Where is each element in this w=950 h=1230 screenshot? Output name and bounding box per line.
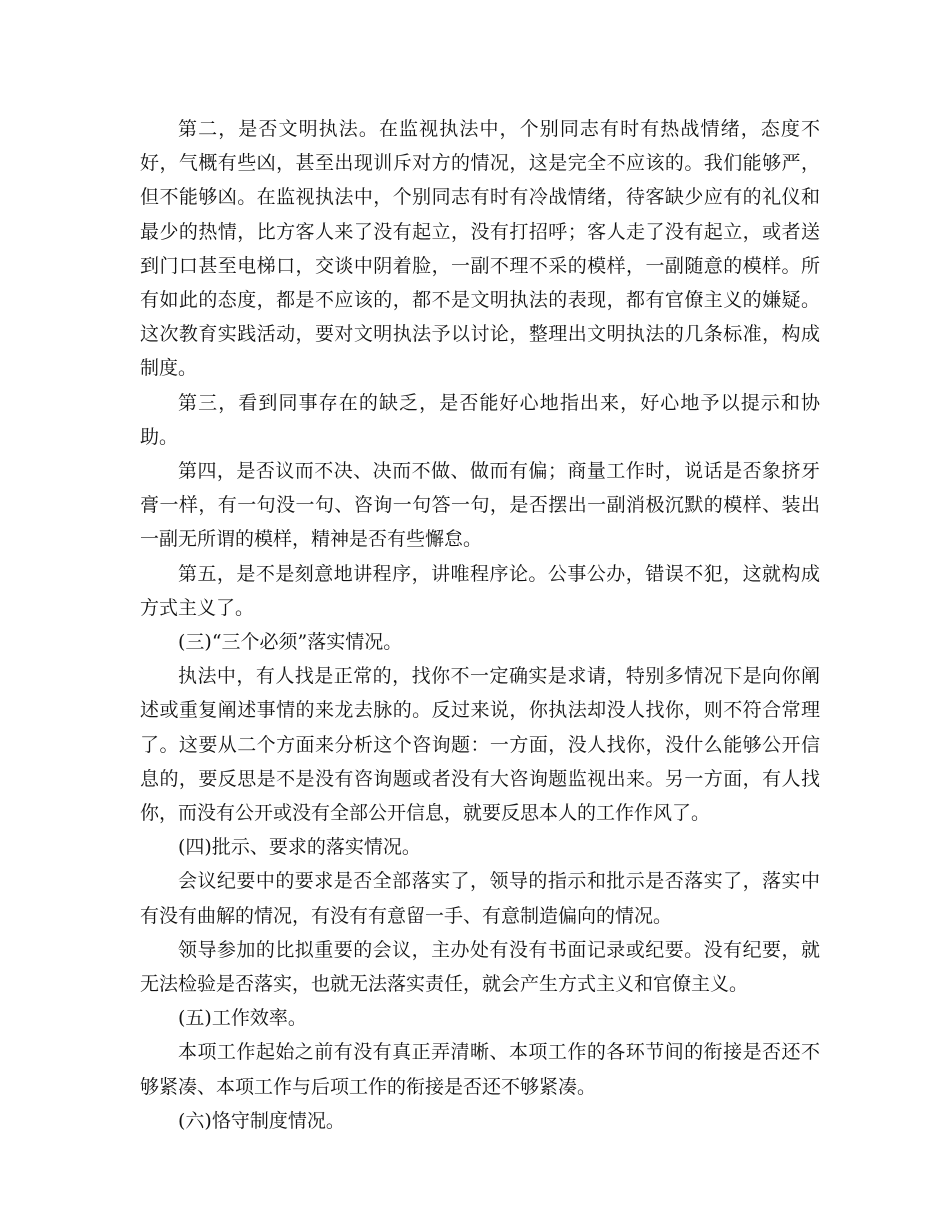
paragraph: 第二，是否文明执法。在监视执法中，个别同志有时有热战情绪，态度不好，气概有些凶，甚至出现训斥对方的情况，这是完全不应该的。我们能够严，但不能够凶。在监视执法中，个别同志有时有冷战情绪，待客缺少应有的礼仪和最少的热情，比方客人来了没有起立，没有打招呼；客人走了没有起立，或者送到门口甚至电梯口，交谈中阴着脸，一副不理不采的模样，一副随意的模样。所有如此的态度，都是不应该的，都不是文明执法的表现，都有官僚主义的嫌疑。这次教育实践活动，要对文明执法予以讨论，整理出文明执法的几条标准，构成制度。 [140, 118, 820, 380]
section-heading: (六)恪守制度情况。 [178, 1109, 345, 1132]
document-body [140, 112, 820, 1138]
section-heading: (四)批示、要求的落实情况。 [178, 836, 421, 859]
paragraph: 会议纪要中的要求是否全部落实了，领导的指示和批示是否落实了，落实中有没有曲解的情况，有没有有意留一手、有意制造偏向的情况。 [140, 870, 820, 927]
section-heading: (五)工作效率。 [178, 1007, 307, 1030]
paragraph: 执法中，有人找是正常的，找你不一定确实是求请，特别多情况下是向你阐述或重复阐述事情的来龙去脉的。反过来说，你执法却没人找你，则不符合常理了。这要从二个方面来分析这个咨询题：一方面，没人找你，没什么能够公开信息的，要反思是不是没有咨询题或者没有大咨询题监视出来。另一方面，有人找你，而没有公开或没有全部公开信息，就要反思本人的工作作风了。 [140, 665, 820, 825]
paragraph: 第四，是否议而不决、决而不做、做而有偏；商量工作时，说话是否象挤牙膏一样，有一句没一句、咨询一句答一句，是否摆出一副消极沉默的模样、装出一副无所谓的模样，精神是否有些懈怠。 [140, 460, 820, 551]
paragraph: 第五，是不是刻意地讲程序，讲唯程序论。公事公办，错误不犯，这就构成方式主义了。 [140, 562, 820, 619]
paragraph: 本项工作起始之前有没有真正弄清晰、本项工作的各环节间的衔接是否还不够紧凑、本项工作与后项工作的衔接是否还不够紧凑。 [140, 1041, 820, 1098]
section-heading: (三)“三个必须”落实情况。 [178, 631, 403, 654]
paragraph: 第三，看到同事存在的缺乏，是否能好心地指出来，好心地予以提示和协助。 [140, 391, 820, 448]
paragraph: 领导参加的比拟重要的会议，主办处有没有书面记录或纪要。没有纪要，就无法检验是否落实，也就无法落实责任，就会产生方式主义和官僚主义。 [140, 938, 820, 996]
